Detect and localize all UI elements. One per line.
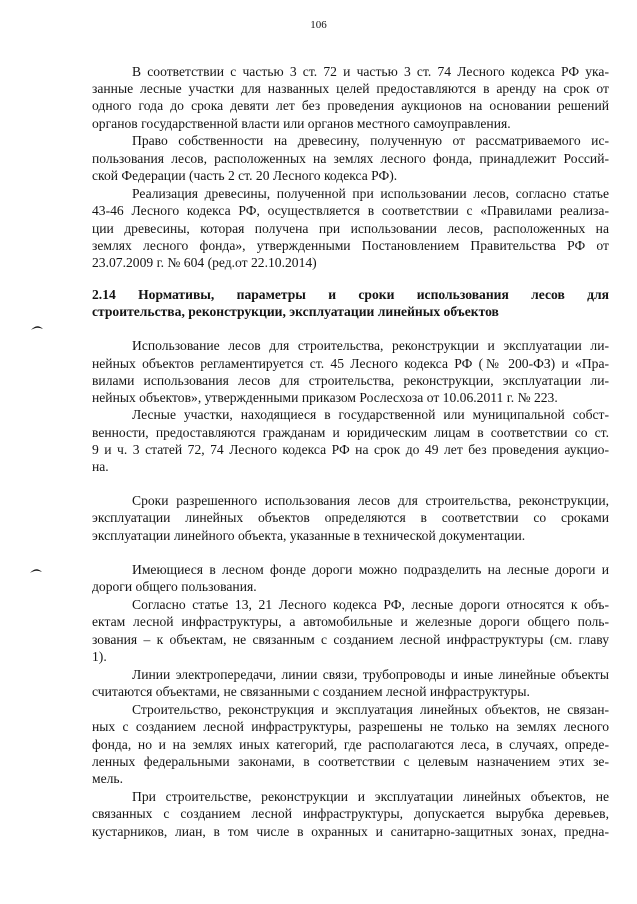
text-line: пользования лесов, расположенных на землях лесного фонда, принадлежит Россий- [92,151,609,166]
text-line: Сроки разрешенного использования лесов для строительства, реконструкции, [132,493,609,508]
text-line: Согласно статье 13, 21 Лесного кодекса РФ, лесные дороги относятся к объ- [132,597,609,612]
text-line: Лесные участки, находящиеся в государственной или муниципальной собст- [132,407,609,422]
text-line: Строительство, реконструкция и эксплуатация линейных объектов, не связан- [132,702,609,717]
text-line: одного года до срока девяти лет без проведения аукционов на основании решений [92,98,609,113]
text-line: 9 и ч. 3 статей 72, 74 Лесного кодекса РФ на срок до 49 лет без проведения аукцио- [92,442,609,457]
text-line: эксплуатации линейных объектов определяются в соответствии со сроками [92,510,609,525]
text-line: ленных федеральными законами, в соответствии с целевым назначением этих зе- [92,754,609,769]
text-line: вилами использования лесов для строительства, реконструкции, эксплуатации ли- [92,373,609,388]
text-line: на. [92,459,109,474]
text-line: фонда, но и на землях иных категорий, где располагаются леса, в случаях, опреде- [92,737,609,752]
text-line: кустарников, лиан, в том числе в охранных и санитарно-защитных зонах, предна- [92,824,609,839]
section-heading: строительства, реконструкции, эксплуатации линейных объектов [92,304,499,319]
text-line: В соответствии с частью 3 ст. 72 и частью 3 ст. 74 Лесного кодекса РФ ука- [132,64,609,79]
text-line: нейных объектов», утвержденными приказом Рослесхоза от 10.06.2011 г. № 223. [92,390,558,405]
text-line: 1). [92,649,107,664]
text-line: мель. [92,771,124,786]
punch-mark-icon [30,323,44,331]
text-line: 43-46 Лесного кодекса РФ, осуществляется в соответствии с «Правилами реализа- [92,203,609,218]
text-line: связанных с созданием лесной инфраструктуры, допускается вырубка деревьев, [92,806,609,821]
text-line: землях лесного фонда», утвержденными Постановлением Правительства РФ от [92,238,609,253]
text-line: органов государственной власти или органов местного самоуправления. [92,116,511,131]
text-line: занные лесные участки для названных целей предоставляются в аренду на срок от [92,81,609,96]
text-line: зования – к объектам, не связанным с созданием лесной инфраструктуры (см. главу [92,632,609,647]
text-line: Линии электропередачи, линии связи, трубопроводы и иные линейные объекты [132,667,609,682]
text-line: ных с созданием лесной инфраструктуры, разрешены не только на землях лесного [92,719,609,734]
section-heading: 2.14 Нормативы, параметры и сроки использования лесов для [92,287,609,302]
text-line: эксплуатации линейного объекта, указанные в технической документации. [92,528,526,543]
text-line: 23.07.2009 г. № 604 (ред.от 22.10.2014) [92,255,317,270]
text-line: венности, предоставляются гражданам и юридическим лицам в соответствии со ст. [92,425,609,440]
text-line: Имеющиеся в лесном фонде дороги можно подразделить на лесные дороги и [132,562,609,577]
text-line: Использование лесов для строительства, реконструкции и эксплуатации ли- [132,338,609,353]
punch-mark-icon [29,566,43,574]
text-line: Реализация древесины, полученной при использовании лесов, согласно статье [132,186,609,201]
text-line: При строительстве, реконструкции и эксплуатации линейных объектов, не [132,789,609,804]
text-line: нейных объектов регламентируется ст. 45 Лесного кодекса РФ (№ 200-ФЗ) и «Пра- [92,356,609,371]
text-line: ции древесины, которая получена при использовании лесов, расположенных на [92,221,609,236]
text-line: Право собственности на древесину, полученную от рассматриваемого ис- [132,133,609,148]
text-line: дороги общего пользования. [92,579,257,594]
text-line: ектам лесной инфраструктуры, а автомобильные и железные дороги общего поль- [92,614,609,629]
text-line: ской Федерации (часть 2 ст. 20 Лесного кодекса РФ). [92,168,398,183]
page-number: 106 [310,19,327,31]
text-line: считаются объектами, не связанными с созданием лесной инфраструктуры. [92,684,530,699]
